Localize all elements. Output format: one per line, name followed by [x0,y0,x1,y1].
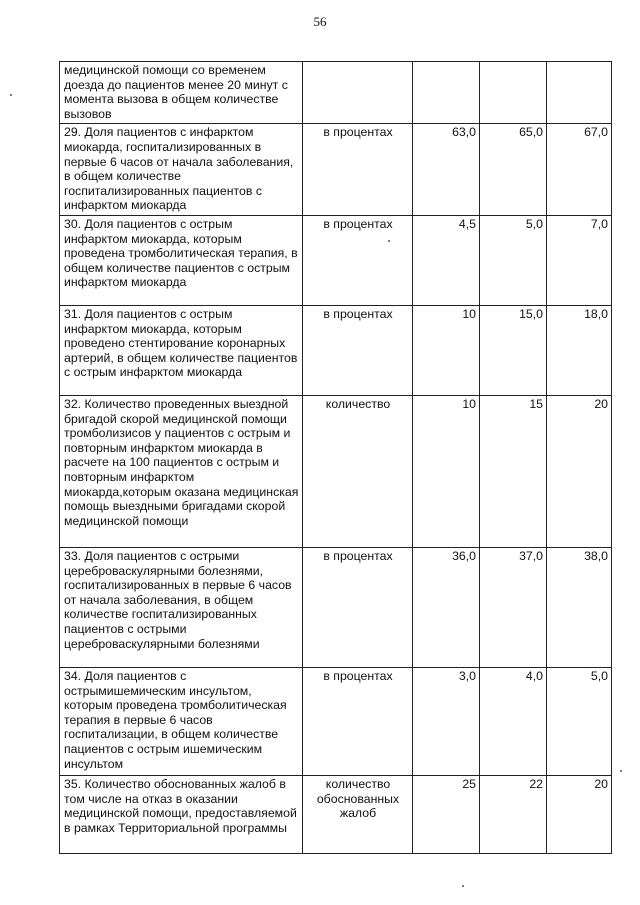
indicator-value-2 [480,62,547,124]
indicator-value-3: 38,0 [547,547,612,667]
indicator-value-2: 37,0 [480,547,547,667]
indicator-value-2: 15 [480,395,547,547]
table-row [60,667,612,775]
indicator-value-1: 3,0 [413,667,480,775]
indicator-value-1: 10 [413,305,480,395]
scan-speck [620,770,622,772]
indicator-value-3: 67,0 [547,124,612,216]
indicator-unit: в процентах [303,547,413,667]
indicator-value-1: 63,0 [413,124,480,216]
table-row [60,305,612,395]
indicator-value-3: 18,0 [547,305,612,395]
indicator-value-1: 36,0 [413,547,480,667]
indicator-value-3 [547,62,612,124]
indicators-table [59,61,612,854]
indicator-name: медицинской помощи со временем доезда до пациентов менее 20 минут с момента вызова в общем количестве вызовов [60,62,303,124]
indicator-unit: количество [303,395,413,547]
indicator-value-2: 15,0 [480,305,547,395]
indicator-value-3: 5,0 [547,667,612,775]
table-row [60,215,612,305]
scan-speck [462,885,464,887]
indicator-value-2: 5,0 [480,215,547,305]
table-row [60,124,612,216]
table-row [60,395,612,547]
indicator-value-2: 65,0 [480,124,547,216]
scan-speck [388,240,390,242]
indicator-name: 32. Количество проведенных выездной бригадой скорой медицинской помощи тромболизисов у пациентов с острым и повторным инфарктом миокарда в расчете на 100 пациентов с острым и повторным инфарктом миокарда,которым оказана медицинская помощь выездными бригадами скорой медицинской помощи [60,395,303,547]
indicator-unit: в процентах [303,124,413,216]
indicator-name: 31. Доля пациентов с острым инфарктом миокарда, которым проведено стентирование коронарных артерий, в общем количестве пациентов с острым инфарктом миокарда [60,305,303,395]
page-number: 56 [313,14,327,29]
indicator-value-2: 22 [480,775,547,853]
indicator-value-1: 25 [413,775,480,853]
indicator-value-2: 4,0 [480,667,547,775]
indicator-name: 30. Доля пациентов с острым инфарктом миокарда, которым проведена тромболитическая терапия, в общем количестве пациентов с острым инфарктом миокарда [60,215,303,305]
indicator-name: 29. Доля пациентов с инфарктом миокарда, госпитализированных в первые 6 часов от начала заболевания, в общем количестве госпитализированных пациентов с инфарктом миокарда [60,124,303,216]
indicator-value-1 [413,62,480,124]
indicator-unit: в процентах [303,667,413,775]
indicator-unit [303,62,413,124]
table-row [60,547,612,667]
indicator-unit: в процентах [303,215,413,305]
table-row [60,62,612,124]
indicator-unit: в процентах [303,305,413,395]
indicator-name: 33. Доля пациентов с острыми цереброваскулярными болезнями, госпитализированных в первые 6 часов от начала заболевания, в общем количестве госпитализированных пациентов с острыми цереброваскулярными болезнями [60,547,303,667]
indicator-name: 35. Количество обоснованных жалоб в том числе на отказ в оказании медицинской помощи, предоставляемой в рамках Территориальной программы [60,775,303,853]
scan-speck [10,94,12,96]
indicator-value-1: 4,5 [413,215,480,305]
indicator-name: 34. Доля пациентов с острымишемическим инсультом, которым проведена тромболитическая терапия в первые 6 часов госпитализации, в общем количестве пациентов с острым ишемическим инсультом [60,667,303,775]
indicator-value-3: 20 [547,395,612,547]
indicator-value-3: 7,0 [547,215,612,305]
indicator-value-3: 20 [547,775,612,853]
indicator-unit: количество обоснованных жалоб [303,775,413,853]
table-row [60,775,612,853]
indicator-value-1: 10 [413,395,480,547]
